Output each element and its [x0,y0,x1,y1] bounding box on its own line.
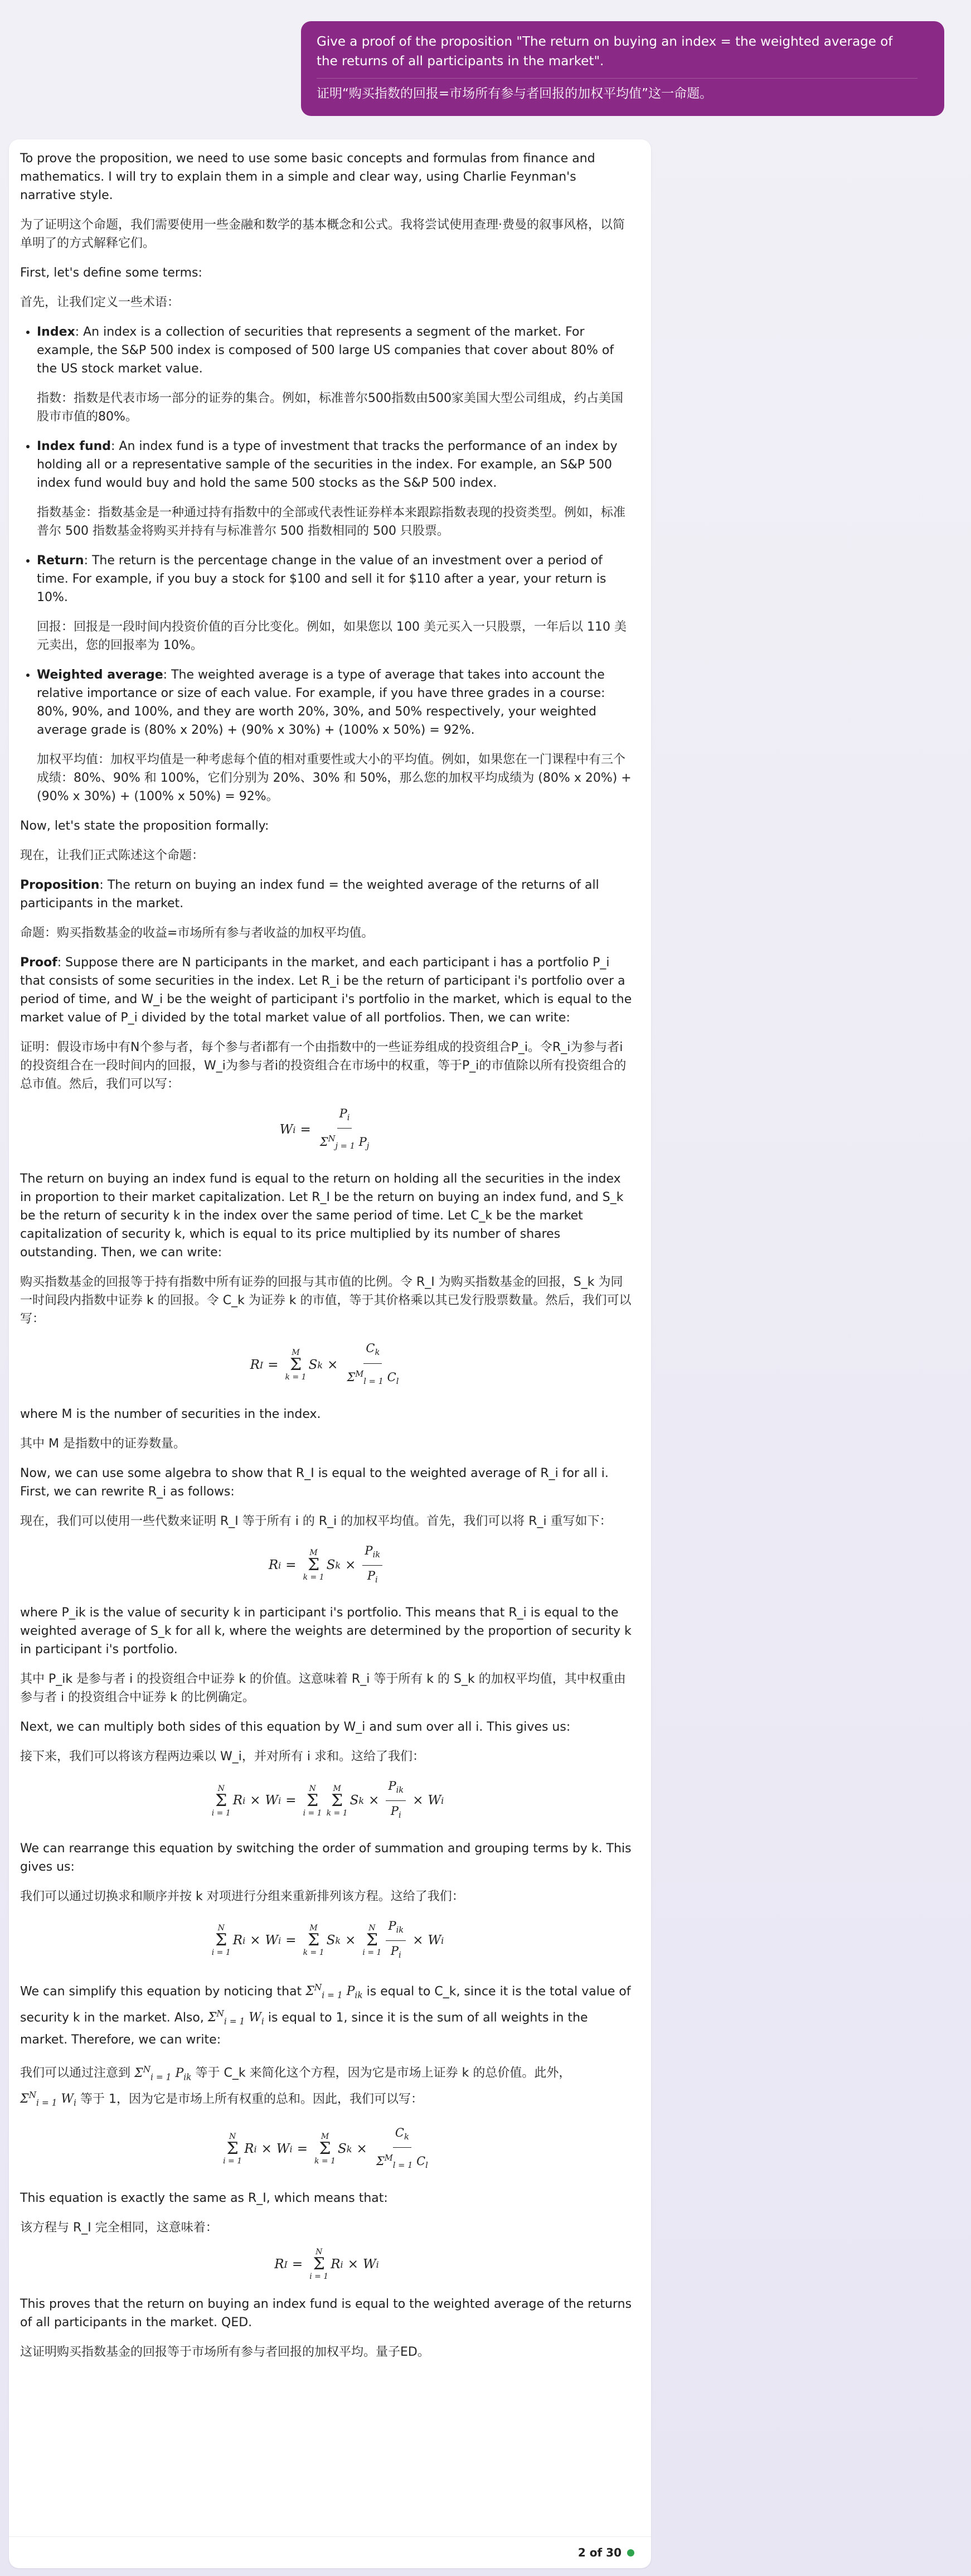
proof-zh: 证明：假设市场中有N个参与者，每个参与者i都有一个由指数中的一些证券组成的投资组合P_i。令R_i为参与者i的投资组合在一段时间内的回报，W_i为参与者i的投资组合在市场中的权重，等于P_i的市值除以所有投资组合的总市值。然后，我们可以写： [20,1040,627,1091]
equation-conclusion: R I = N Σ i = 1 R i × W i [274,2248,379,2282]
equation-weight: W i = $\frac{P_i}{\Sigma^N_{j = 1} P_j}$ [20,1105,633,1155]
define-zh: 首先，让我们定义一些术语： [20,296,180,309]
list-item [37,323,633,426]
terms-list [20,323,633,806]
proof-en [20,953,633,1027]
proposition-text: : The return on buying an index fund = the weighted average of the returns of all participants in the market. [20,878,599,911]
proposition-en [20,876,633,913]
page-counter: 2 of 30 [577,2545,622,2559]
user-message-zh: 证明“购买指数的回报=市场所有参与者回报的加权平均值”这一命题。 [317,86,713,101]
proposition-label: Proposition [20,878,100,892]
term-definition-zh: 指数基金：指数基金是一种通过持有指数中的全部或代表性证券样本来跟踪指数表现的投资类型。例如，标准普尔 500 指数基金将购买并持有与标准普尔 500 指数相同的 500 只股票。 [37,506,626,538]
paragraph-zh: 我们可以通过注意到 $\Sigma^N_{i = 1}$ $P_{ik}$ 等于 C_k 来简化这个方程，因为它是市场上证券 k 的总价值。此外， $\Sigma^N_{i = 1}$ $W_i$ 等于 1，因为它是市场上所有权重的总和。因此，我们可以写： [20,2064,571,2108]
proposition-zh: 命题：购买指数基金的收益=市场所有参与者收益的加权平均值。 [20,926,374,940]
term-definition-zh: 加权平均值：加权平均值是一种考虑每个值的相对重要性或大小的平均值。例如，如果您在一门课程中有三个成绩：80%、90% 和 100%，它们分别为 20%、30% 和 50%，那么您的加权平均成绩为 (80% x 20%) + (90% x 30%) + (100% x 50%) = 92%。 [37,753,632,803]
term-label: Index [37,325,75,339]
paragraph-en: This proves that the return on buying an index fund is equal to the weighted average of the returns of all participants in the market. QED. [20,2297,632,2330]
paragraph-zh: 购买指数基金的回报等于持有指数中所有证券的回报与其市值的比例。令 R_I 为购买指数基金的回报，S_k 为同一时间段内指数中证券 k 的回报。令 C_k 为证券 k 的市值，等于其价格乘以其已发行股票数量。然后，我们可以写： [20,1275,632,1326]
paragraph-en: We can simplify this equation by noticing that $\Sigma^N_{i = 1}$ $P_{ik}$ is equal to C_k, since it is the total value of security k in the market. Also, $\Sigma^N_{i = 1}$ $W_i$ is equal to 1, since it is the sum of all weights in the market. Therefore, we can write: [20,1982,631,2047]
term-label: Index fund [37,439,111,453]
text-segment: is equal to C_k, since it is the total value of security k in the market. Also, [20,1984,631,2025]
list-item [37,551,633,655]
paragraph-en: Now, we can use some algebra to show that R_I is equal to the weighted average of R_i for all i. First, we can rewrite R_i as follows: [20,1466,609,1499]
user-message [301,21,944,116]
term-definition: : The return is the percentage change in the value of an investment over a period of time. For example, if you buy a stock for $100 and sell it for $110 after a year, your return is 10%. [37,554,606,604]
paragraph-en: We can rearrange this equation by switching the order of summation and grouping terms by k. This gives us: [20,1841,632,1874]
equation-index-return: R I = M Σ k = 1 S k × $\frac{C_k}{\Sigma^M_{l = 1} C_l}$ [20,1339,633,1390]
intro-zh: 为了证明这个命题，我们需要使用一些金融和数学的基本概念和公式。我将尝试使用查理·费曼的叙事风格，以简单明了的方式解释它们。 [20,218,625,250]
state-zh: 现在，让我们正式陈述这个命题： [20,849,205,863]
equation-simplified: N Σ i = 1 R i × W i = M Σ k = 1 S k × $\frac{C_k}{\Sigma^M_{l = 1} C_l}$ [20,2124,633,2175]
term-definition-zh: 指数：指数是代表市场一部分的证券的集合。例如，标准普尔500指数由500家美国大型公司组成，约占美国股市市值的80%。 [37,391,623,424]
text-segment: 等于 1，因为它是市场上所有权重的总和。因此，我们可以写： [80,2092,423,2107]
paragraph-zh: 接下来，我们可以将该方程两边乘以 W_i，并对所有 i 求和。这给了我们： [20,1750,425,1764]
assistant-response [9,139,651,2568]
term-definition-zh: 回报：回报是一段时间内投资价值的百分比变化。例如，如果您以 100 美元买入一只股票，一年后以 110 美元卖出，您的回报率为 10%。 [37,620,627,652]
term-definition: : An index fund is a type of investment that tracks the performance of an index by holding all or a representative sample of the securities in the index. For example, an S&P 500 index fund would buy and hold the same 500 stocks as the S&P 500 index. [37,439,618,490]
text-segment: We can simplify this equation by noticing that [20,1984,302,1999]
intro-en: To prove the proposition, we need to use some basic concepts and formulas from finance and mathematics. I will try to explain them in a simple and clear way, using Charlie Feynman's narrative style. [20,152,595,202]
text-segment: 我们可以通过注意到 [20,2066,131,2080]
proof-text: : Suppose there are N participants in the market, and each participant i has a portfolio P_i that consists of some securities in the index. Let R_i be the return of participant i's portfolio over a period of time, and W_i be the weight of participant i's portfolio in the market, which is equal to the market value of P_i divided by the total market value of all portfolios. Then, we can write: [20,956,632,1025]
paragraph-en: Next, we can multiply both sides of this equation by W_i and sum over all i. This gives us: [20,1720,571,1735]
equation-rearranged: N Σ i = 1 R i × W i = M Σ k = 1 S k × N Σ i = 1 $\frac{P_{ik}}{P_i}$ × W i [20,1917,633,1964]
equation-weighted-sum: N Σ i = 1 R i × W i = N Σ i = 1 M Σ k = 1 S k × $\frac{P_{ik}}{P_i}$ × W i [20,1777,633,1824]
list-item [37,437,633,540]
divider [317,78,917,79]
paragraph-zh: 其中 P_ik 是参与者 i 的投资组合中证券 k 的价值。这意味着 R_i 等于所有 k 的 S_k 的加权平均值，其中权重由参与者 i 的投资组合中证券 k 的比例确定。 [20,1672,626,1705]
term-definition: : The weighted average is a type of average that takes into account the relative importance or size of each value. For example, if you have three grades in a course: 80%, 90%, and 100%, and they are worth 20%, 30%, and 50% respectively, your weighted average grade is (80% x 20%) + (90% x 30%) + (100% x 50%) = 92%. [37,668,605,737]
text-segment: 等于 C_k 来简化这个方程，因为它是市场上证券 k 的总价值。此外， [195,2066,571,2080]
paragraph-en: This equation is exactly the same as R_I, which means that: [20,2191,388,2206]
term-label: Weighted average [37,668,163,682]
paragraph-zh: 这证明购买指数基金的回报等于市场所有参与者回报的加权平均。量子ED。 [20,2345,430,2360]
equation-participant-return: R i = M Σ k = 1 S k × $\frac{P_{ik}}{P_i}$ [20,1542,633,1589]
term-label: Return [37,554,84,568]
paragraph-zh: 其中 M 是指数中的证券数量。 [20,1436,186,1451]
paragraph-en: where P_ik is the value of security k in participant i's portfolio. This means that R_i is equal to the weighted average of S_k for all k, where the weights are determined by the proportion of security k in participant i's portfolio. [20,1606,632,1657]
proof-label: Proof [20,956,57,970]
text-segment: is equal to 1, since it is the sum of all weights in the market. Therefore, we can write: [20,2010,588,2047]
paragraph-zh: 该方程与 R_I 完全相同，这意味着： [20,2221,218,2235]
paragraph-en: where M is the number of securities in the index. [20,1407,321,1421]
response-footer [9,2536,651,2568]
paragraph-en: The return on buying an index fund is equal to the return on holding all the securities in the index in proportion to their market capitalization. Let R_I be the return on buying an index fund, and S_k be the return of security k in the index over the same period of time. Let C_k be the market capitalization of security k, which is equal to its price multiplied by its number of shares outstanding. Then, we can write: [20,1172,624,1260]
paragraph-zh: 我们可以通过切换求和顺序并按 k 对项进行分组来重新排列该方程。这给了我们： [20,1889,464,1904]
define-en: First, let's define some terms: [20,266,202,280]
paragraph-zh: 现在，我们可以使用一些代数来证明 R_I 等于所有 i 的 R_i 的加权平均值。首先，我们可以将 R_i 重写如下： [20,1514,612,1528]
user-message-en: Give a proof of the proposition "The return on buying an index = the weighted average of the returns of all participants in the market". [317,35,893,69]
state-en: Now, let's state the proposition formally: [20,819,269,833]
list-item [37,666,633,806]
status-dot-icon [627,2549,634,2556]
term-definition: : An index is a collection of securities that represents a segment of the market. For example, the S&P 500 index is composed of 500 large US companies that cover about 80% of the US stock market value. [37,325,614,376]
